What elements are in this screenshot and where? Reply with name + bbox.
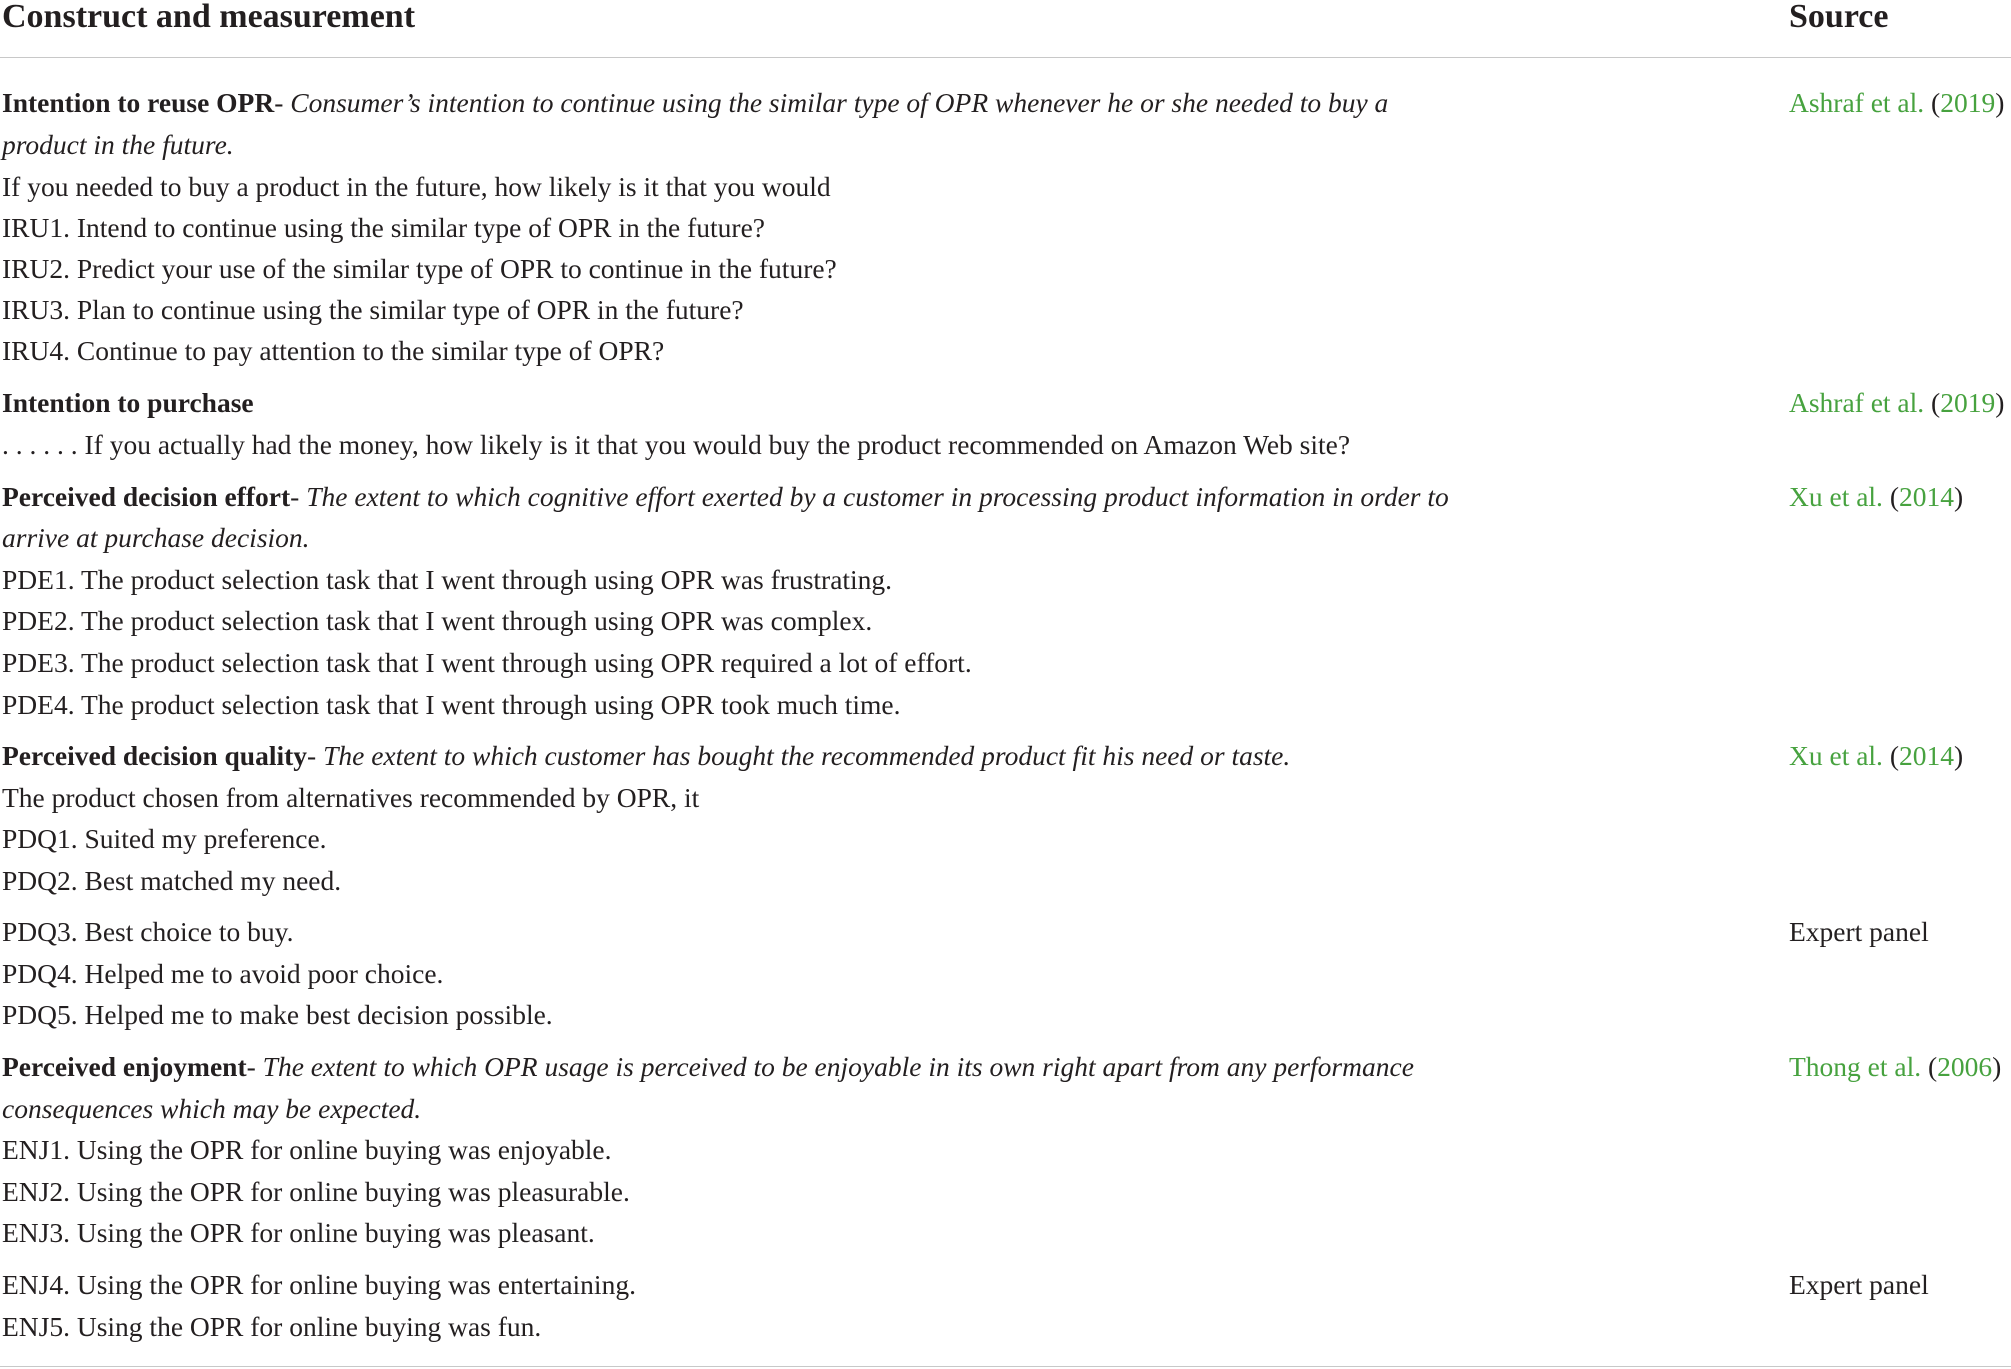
citation-paren-open: ( <box>1882 481 1899 512</box>
citation-paren-close: ) <box>1953 740 1964 771</box>
construct-definition: Consumer’s intention to continue using the similar type of OPR whenever he or she needed to buy a <box>290 87 1389 118</box>
construct-definition-continued <box>2 521 310 555</box>
measurement-item: . . . . . . If you actually had the money, how likely is it that you would buy the product recommended on Amazon Web site? <box>2 429 1351 460</box>
construct-definition-continued <box>2 128 234 162</box>
table-bottom-rule <box>0 1366 2011 1367</box>
measurement-item: PDQ2. Best matched my need. <box>2 865 342 896</box>
measurement-item: PDQ4. Helped me to avoid poor choice. <box>2 958 444 989</box>
construct-definition: consequences which may be expected. <box>2 1093 422 1124</box>
citation-paren-close: ) <box>1995 387 2005 418</box>
citation-author-link[interactable]: Xu et al. <box>1789 481 1883 512</box>
construct-heading <box>2 1050 1414 1084</box>
citation-year-link[interactable]: 2019 <box>1940 87 1996 118</box>
citation-paren-open: ( <box>1924 87 1941 118</box>
construct-heading <box>2 386 254 420</box>
title-dash: - <box>274 87 291 118</box>
item-stem: If you needed to buy a product in the future, how likely is it that you would <box>2 171 831 202</box>
construct-heading <box>2 480 1449 514</box>
column-header-source: Source <box>1789 0 1889 35</box>
construct-definition: The extent to which OPR usage is perceived to be enjoyable in its own right apart from any performance <box>262 1051 1414 1082</box>
measurement-item: ENJ4. Using the OPR for online buying was entertaining. <box>2 1269 636 1300</box>
construct-definition: arrive at purchase decision. <box>2 522 310 553</box>
citation-paren-open: ( <box>1924 387 1941 418</box>
measurement-item: PDE1. The product selection task that I went through using OPR was frustrating. <box>2 564 893 595</box>
citation-author-link[interactable]: Ashraf et al. <box>1789 387 1925 418</box>
table-header <box>0 0 2011 58</box>
item-stem: The product chosen from alternatives recommended by OPR, it <box>2 782 700 813</box>
citation-year-link[interactable]: 2014 <box>1898 481 1954 512</box>
citation-paren-close: ) <box>1953 481 1964 512</box>
source-citation <box>1789 1050 2001 1084</box>
citation-author-link[interactable]: Ashraf et al. <box>1789 87 1925 118</box>
citation-paren-close: ) <box>1992 1051 2002 1082</box>
measurement-item: ENJ3. Using the OPR for online buying was pleasant. <box>2 1217 595 1248</box>
citation-year-link[interactable]: 2014 <box>1898 740 1954 771</box>
construct-definition-continued <box>2 1092 421 1126</box>
measurement-item: PDQ5. Helped me to make best decision possible. <box>2 999 553 1030</box>
source-citation <box>1789 386 2004 420</box>
construct-title: Perceived decision effort <box>2 481 291 512</box>
citation-paren-close: ) <box>1995 87 2005 118</box>
source-citation <box>1789 739 1963 773</box>
construct-title: Intention to reuse OPR <box>2 87 275 118</box>
source-citation <box>1789 480 1963 514</box>
citation-author-link[interactable]: Xu et al. <box>1789 740 1883 771</box>
construct-title: Perceived enjoyment <box>2 1051 247 1082</box>
measurement-item: PDE4. The product selection task that I went through using OPR took much time. <box>2 689 901 720</box>
measurement-item: IRU2. Predict your use of the similar type of OPR to continue in the future? <box>2 253 837 284</box>
citation-paren-open: ( <box>1921 1051 1938 1082</box>
construct-title: Perceived decision quality <box>2 740 308 771</box>
construct-definition: The extent to which cognitive effort exerted by a customer in processing product information in order to <box>306 481 1449 512</box>
measurement-item: ENJ2. Using the OPR for online buying was pleasurable. <box>2 1176 630 1207</box>
column-header-construct: Construct and measurement <box>2 0 416 35</box>
source-citation <box>1789 86 2004 120</box>
measurement-item: IRU4. Continue to pay attention to the similar type of OPR? <box>2 335 665 366</box>
construct-definition: product in the future. <box>2 129 234 160</box>
source-expert-panel: Expert panel <box>1789 916 1929 947</box>
measurement-item: IRU3. Plan to continue using the similar type of OPR in the future? <box>2 294 744 325</box>
measurement-item: PDE2. The product selection task that I went through using OPR was complex. <box>2 605 873 636</box>
measurement-item: ENJ5. Using the OPR for online buying was fun. <box>2 1311 542 1342</box>
construct-heading <box>2 739 1290 773</box>
measurement-item: IRU1. Intend to continue using the similar type of OPR in the future? <box>2 212 765 243</box>
measurement-item: ENJ1. Using the OPR for online buying was enjoyable. <box>2 1134 612 1165</box>
citation-year-link[interactable]: 2006 <box>1937 1051 1993 1082</box>
construct-definition: The extent to which customer has bought the recommended product fit his need or taste. <box>323 740 1291 771</box>
source-expert-panel: Expert panel <box>1789 1269 1929 1300</box>
citation-paren-open: ( <box>1882 740 1899 771</box>
title-dash: - <box>246 1051 263 1082</box>
construct-title: Intention to purchase <box>2 387 254 418</box>
citation-year-link[interactable]: 2019 <box>1940 387 1996 418</box>
measurement-item: PDQ3. Best choice to buy. <box>2 916 294 947</box>
title-dash: - <box>290 481 307 512</box>
measurement-item: PDE3. The product selection task that I went through using OPR required a lot of effort. <box>2 647 972 678</box>
measurement-item: PDQ1. Suited my preference. <box>2 823 327 854</box>
title-dash: - <box>307 740 324 771</box>
construct-heading <box>2 86 1388 120</box>
citation-author-link[interactable]: Thong et al. <box>1789 1051 1922 1082</box>
